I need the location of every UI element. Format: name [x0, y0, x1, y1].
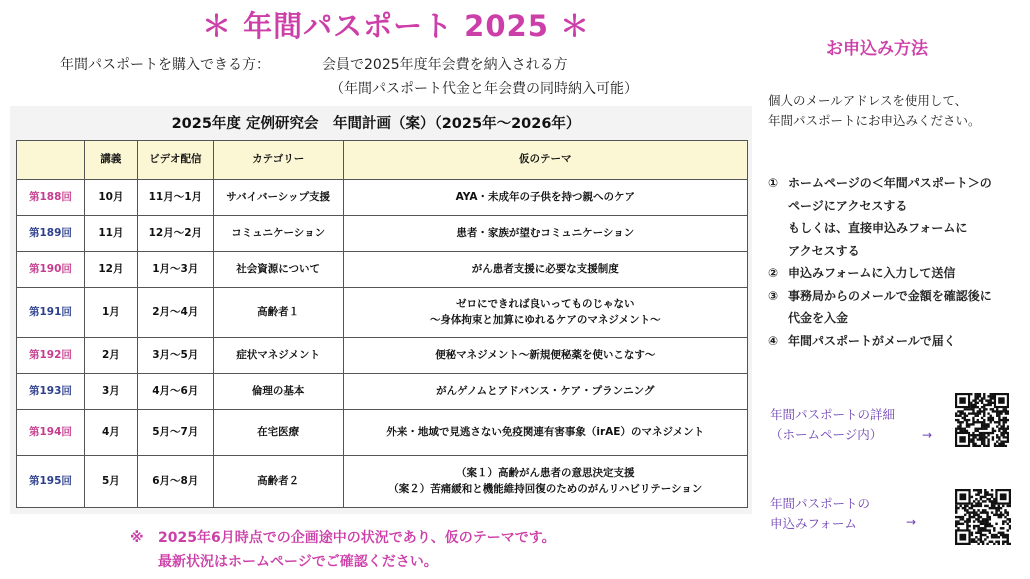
category-cell: サバイバーシップ支援 — [213, 180, 343, 216]
link-text: 年間パスポートの — [770, 496, 871, 511]
footnote-mark: ※ — [130, 530, 144, 546]
video-cell: 2月～4月 — [137, 288, 213, 338]
step-1-line: ページにアクセスする — [788, 198, 908, 213]
theme-line: （案１）高齢がん患者の意思決定支援 — [456, 467, 635, 480]
lecture-cell: 5月 — [84, 456, 137, 508]
category-cell: 倫理の基本 — [213, 374, 343, 410]
step-number: ① — [768, 176, 779, 190]
category-cell: 高齢者１ — [213, 288, 343, 338]
theme-line: がん患者支援に必要な支援制度 — [471, 262, 619, 275]
step-1-line: もしくは、直接申込みフォームに — [788, 221, 968, 235]
step-number: ④ — [768, 333, 779, 348]
theme-cell — [343, 374, 747, 410]
table-header-row — [17, 141, 748, 180]
theme-line: AYA・未成年の子供を持つ親へのケア — [455, 190, 635, 203]
page-title: ＊ 年間パスポート 2025 ＊ — [201, 9, 590, 43]
footnote — [130, 526, 556, 574]
table-row — [17, 338, 748, 374]
table-row — [17, 410, 748, 456]
header-lecture: 講義 — [84, 141, 137, 180]
step-text: 年間パスポートがメールで届く — [788, 333, 956, 348]
step-3-line: 代金を入金 — [788, 311, 849, 325]
step-4-line — [768, 330, 992, 353]
theme-line: ～身体拘束と加算にゆれるケアのマネジメント～ — [429, 313, 661, 326]
footnote-text-1: 2025年6月時点での企画途中の状況であり、仮のテーマです。 — [158, 530, 556, 546]
category-cell: 社会資源について — [213, 252, 343, 288]
apply-heading: お申込み方法 — [826, 39, 928, 59]
apply-intro-line: 個人のメールアドレスを使用して、 — [768, 93, 968, 108]
theme-cell — [343, 410, 747, 456]
theme-cell — [343, 338, 747, 374]
lecture-cell: 11月 — [84, 216, 137, 252]
passport-detail-link[interactable] — [770, 405, 895, 445]
header-category: カテゴリー — [213, 141, 343, 180]
header-video: ビデオ配信 — [137, 141, 213, 180]
arrow-right-icon: → — [906, 515, 917, 529]
video-cell: 5月～7月 — [137, 410, 213, 456]
session-cell: 第192回 — [17, 338, 85, 374]
theme-line: 便秘マネジメント～新規便秘薬を使いこなす～ — [435, 348, 656, 361]
step-1-line — [768, 172, 992, 195]
arrow-right-icon: → — [922, 428, 933, 442]
header-theme: 仮のテーマ — [343, 141, 747, 180]
step-text: 事務局からのメールで金額を確認後に — [788, 288, 992, 303]
table-row — [17, 288, 748, 338]
lecture-cell: 4月 — [84, 410, 137, 456]
theme-line: 外来・地域で見逃さない免疫関連有害事象（irAE）のマネジメント — [386, 425, 705, 438]
theme-cell — [343, 180, 747, 216]
link-text: 年間パスポートの詳細 — [770, 407, 896, 422]
link-text: 申込みフォーム — [770, 516, 857, 531]
step-1-line: アクセスする — [788, 243, 860, 258]
table-row — [17, 180, 748, 216]
apply-intro — [768, 91, 981, 131]
step-2-line — [768, 262, 992, 285]
step-text: 申込みフォームに入力して送信 — [788, 266, 956, 280]
lecture-cell: 10月 — [84, 180, 137, 216]
session-cell: 第193回 — [17, 374, 85, 410]
qr-code-icon[interactable] — [955, 393, 1009, 447]
qr-code-icon[interactable] — [955, 489, 1011, 545]
theme-cell — [343, 288, 747, 338]
table-row — [17, 374, 748, 410]
session-cell: 第189回 — [17, 216, 85, 252]
theme-cell — [343, 252, 747, 288]
lecture-cell: 2月 — [84, 338, 137, 374]
theme-line: 患者・家族が望むコミュニケーション — [456, 226, 635, 239]
lecture-cell: 3月 — [84, 374, 137, 410]
theme-cell — [343, 456, 747, 508]
application-form-link[interactable] — [770, 494, 870, 534]
step-3-line — [768, 285, 992, 308]
step-text: ホームページの＜年間パスポート＞の — [788, 176, 992, 190]
purchase-eligibility-value: 会員で2025年度年会費を納入される方 — [322, 57, 568, 73]
video-cell: 12月～2月 — [137, 216, 213, 252]
lecture-cell: 1月 — [84, 288, 137, 338]
category-cell: コミュニケーション — [213, 216, 343, 252]
video-cell: 6月～8月 — [137, 456, 213, 508]
table-row — [17, 252, 748, 288]
apply-steps — [768, 172, 992, 352]
theme-line: ゼロにできれば良いってものじゃない — [456, 298, 635, 311]
table-row — [17, 456, 748, 508]
purchase-eligibility-label: 年間パスポートを購入できる方： — [60, 57, 270, 73]
purchase-eligibility-note: （年間パスポート代金と年会費の同時納入可能） — [330, 81, 638, 97]
session-cell: 第191回 — [17, 288, 85, 338]
annual-plan-table — [16, 140, 748, 508]
video-cell: 4月～6月 — [137, 374, 213, 410]
video-cell: 1月～3月 — [137, 252, 213, 288]
step-number: ② — [768, 266, 779, 280]
lecture-cell: 12月 — [84, 252, 137, 288]
footnote-text-2: 最新状況はホームページでご確認ください。 — [158, 554, 438, 570]
session-cell: 第190回 — [17, 252, 85, 288]
theme-line: がんゲノムとアドバンス・ケア・プランニング — [436, 384, 655, 397]
plan-title: 2025年度 定例研究会 年間計画（案）（2025年～2026年） — [171, 116, 581, 132]
table-row — [17, 216, 748, 252]
category-cell: 高齢者２ — [213, 456, 343, 508]
category-cell: 在宅医療 — [213, 410, 343, 456]
session-cell: 第194回 — [17, 410, 85, 456]
step-number: ③ — [768, 288, 779, 303]
theme-line: （案２）苦痛緩和と機能維持回復のためのがんリハビリテーション — [388, 482, 703, 495]
theme-cell — [343, 216, 747, 252]
header-session — [17, 141, 85, 180]
link-text: （ホームページ内） — [770, 427, 883, 442]
video-cell: 11月～1月 — [137, 180, 213, 216]
session-cell: 第188回 — [17, 180, 85, 216]
apply-intro-line: 年間パスポートにお申込みください。 — [768, 113, 981, 128]
video-cell: 3月～5月 — [137, 338, 213, 374]
category-cell: 症状マネジメント — [213, 338, 343, 374]
footnote-line-1 — [130, 526, 556, 550]
session-cell: 第195回 — [17, 456, 85, 508]
